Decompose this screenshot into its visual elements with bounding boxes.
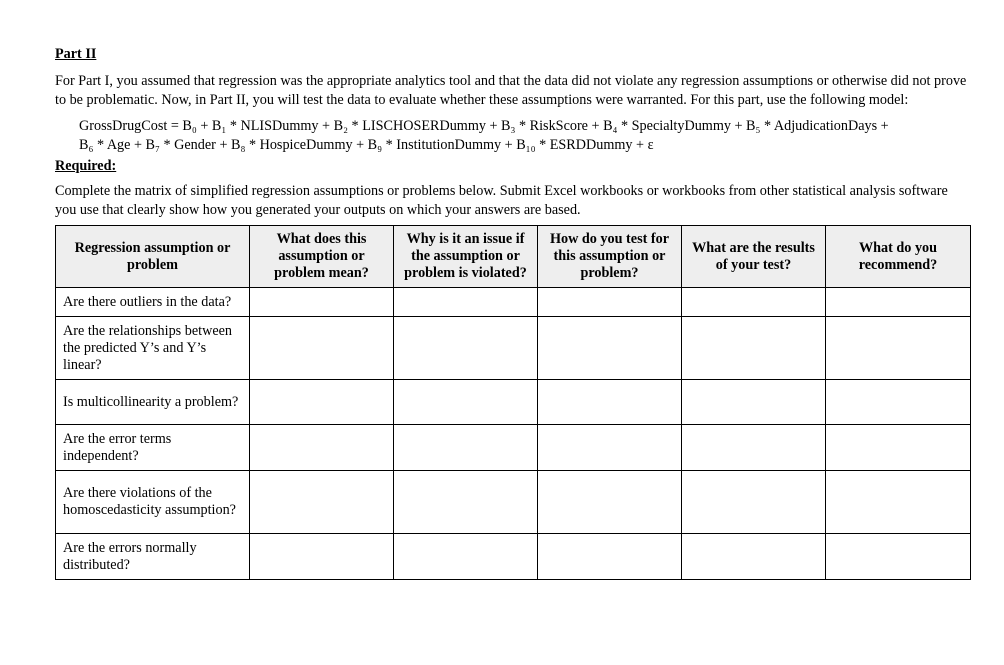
- answer-cell[interactable]: [826, 425, 971, 471]
- answer-cell[interactable]: [394, 317, 538, 380]
- row-label: Are the error terms independent?: [56, 425, 250, 471]
- table-row: [56, 471, 971, 534]
- header-row: [56, 226, 971, 288]
- answer-cell[interactable]: [250, 425, 394, 471]
- answer-cell[interactable]: [682, 317, 826, 380]
- answer-cell[interactable]: [250, 380, 394, 425]
- table-row: [56, 288, 971, 317]
- answer-cell[interactable]: [394, 380, 538, 425]
- col-header-results: What are the results of your test?: [682, 226, 826, 288]
- answer-cell[interactable]: [538, 534, 682, 580]
- answer-cell[interactable]: [682, 534, 826, 580]
- row-label: Are there violations of the homoscedasticity assumption?: [56, 471, 250, 534]
- intro-paragraph: For Part I, you assumed that regression was the appropriate analytics tool and that the data did not violate any regression assumptions or otherwise did not prove to be problematic. Now, in Part II, you will test the data to evaluate whether these assumptions were warranted. For this part, use the following model:: [55, 73, 967, 108]
- answer-cell[interactable]: [682, 471, 826, 534]
- answer-cell[interactable]: [250, 288, 394, 317]
- table-row: [56, 380, 971, 425]
- col-header-recommend: What do you recommend?: [826, 226, 971, 288]
- table-row: [56, 317, 971, 380]
- answer-cell[interactable]: [250, 471, 394, 534]
- col-header-meaning: What does this assumption or problem mean?: [250, 226, 394, 288]
- answer-cell[interactable]: [538, 288, 682, 317]
- row-label: Are there outliers in the data?: [56, 288, 250, 317]
- col-header-assumption: Regression assumption or problem: [56, 226, 250, 288]
- model-line-2: B₆ * Age + B₇ * Gender + B₈ * HospiceDummy + B₉ * InstitutionDummy + B₁₀ * ESRDDummy + ε: [79, 136, 654, 153]
- answer-cell[interactable]: [394, 471, 538, 534]
- answer-cell[interactable]: [826, 380, 971, 425]
- row-label: Are the errors normally distributed?: [56, 534, 250, 580]
- answer-cell[interactable]: [682, 380, 826, 425]
- answer-cell[interactable]: [394, 425, 538, 471]
- answer-cell[interactable]: [826, 471, 971, 534]
- document-page: [55, 44, 970, 580]
- answer-cell[interactable]: [826, 317, 971, 380]
- answer-cell[interactable]: [538, 471, 682, 534]
- table-row: [56, 425, 971, 471]
- model-line-1: GrossDrugCost = B₀ + B₁ * NLISDummy + B₂ * LISCHOSERDummy + B₃ * RiskScore + B₄ * SpecialtyDummy + B₅ * AdjudicationDays +: [79, 118, 889, 134]
- answer-cell[interactable]: [826, 288, 971, 317]
- row-label: Are the relationships between the predicted Y’s and Y’s linear?: [56, 317, 250, 380]
- answer-cell[interactable]: [250, 317, 394, 380]
- answer-cell[interactable]: [538, 317, 682, 380]
- required-heading: Required:: [55, 158, 117, 174]
- instructions-paragraph: Complete the matrix of simplified regression assumptions or problems below. Submit Excel workbooks or workbooks from other statistical analysis software you use that clearly show how you generated your outputs on which your answers are based.: [55, 183, 948, 218]
- answer-cell[interactable]: [826, 534, 971, 580]
- table-row: [56, 534, 971, 580]
- regression-model: [79, 117, 970, 154]
- answer-cell[interactable]: [538, 425, 682, 471]
- answer-cell[interactable]: [538, 380, 682, 425]
- answer-cell[interactable]: [250, 534, 394, 580]
- part-heading: Part II: [55, 46, 97, 62]
- assumptions-matrix: [55, 225, 971, 580]
- answer-cell[interactable]: [394, 288, 538, 317]
- answer-cell[interactable]: [682, 425, 826, 471]
- answer-cell[interactable]: [682, 288, 826, 317]
- row-label: Is multicollinearity a problem?: [56, 380, 250, 425]
- answer-cell[interactable]: [394, 534, 538, 580]
- col-header-test: How do you test for this assumption or problem?: [538, 226, 682, 288]
- col-header-issue: Why is it an issue if the assumption or problem is violated?: [394, 226, 538, 288]
